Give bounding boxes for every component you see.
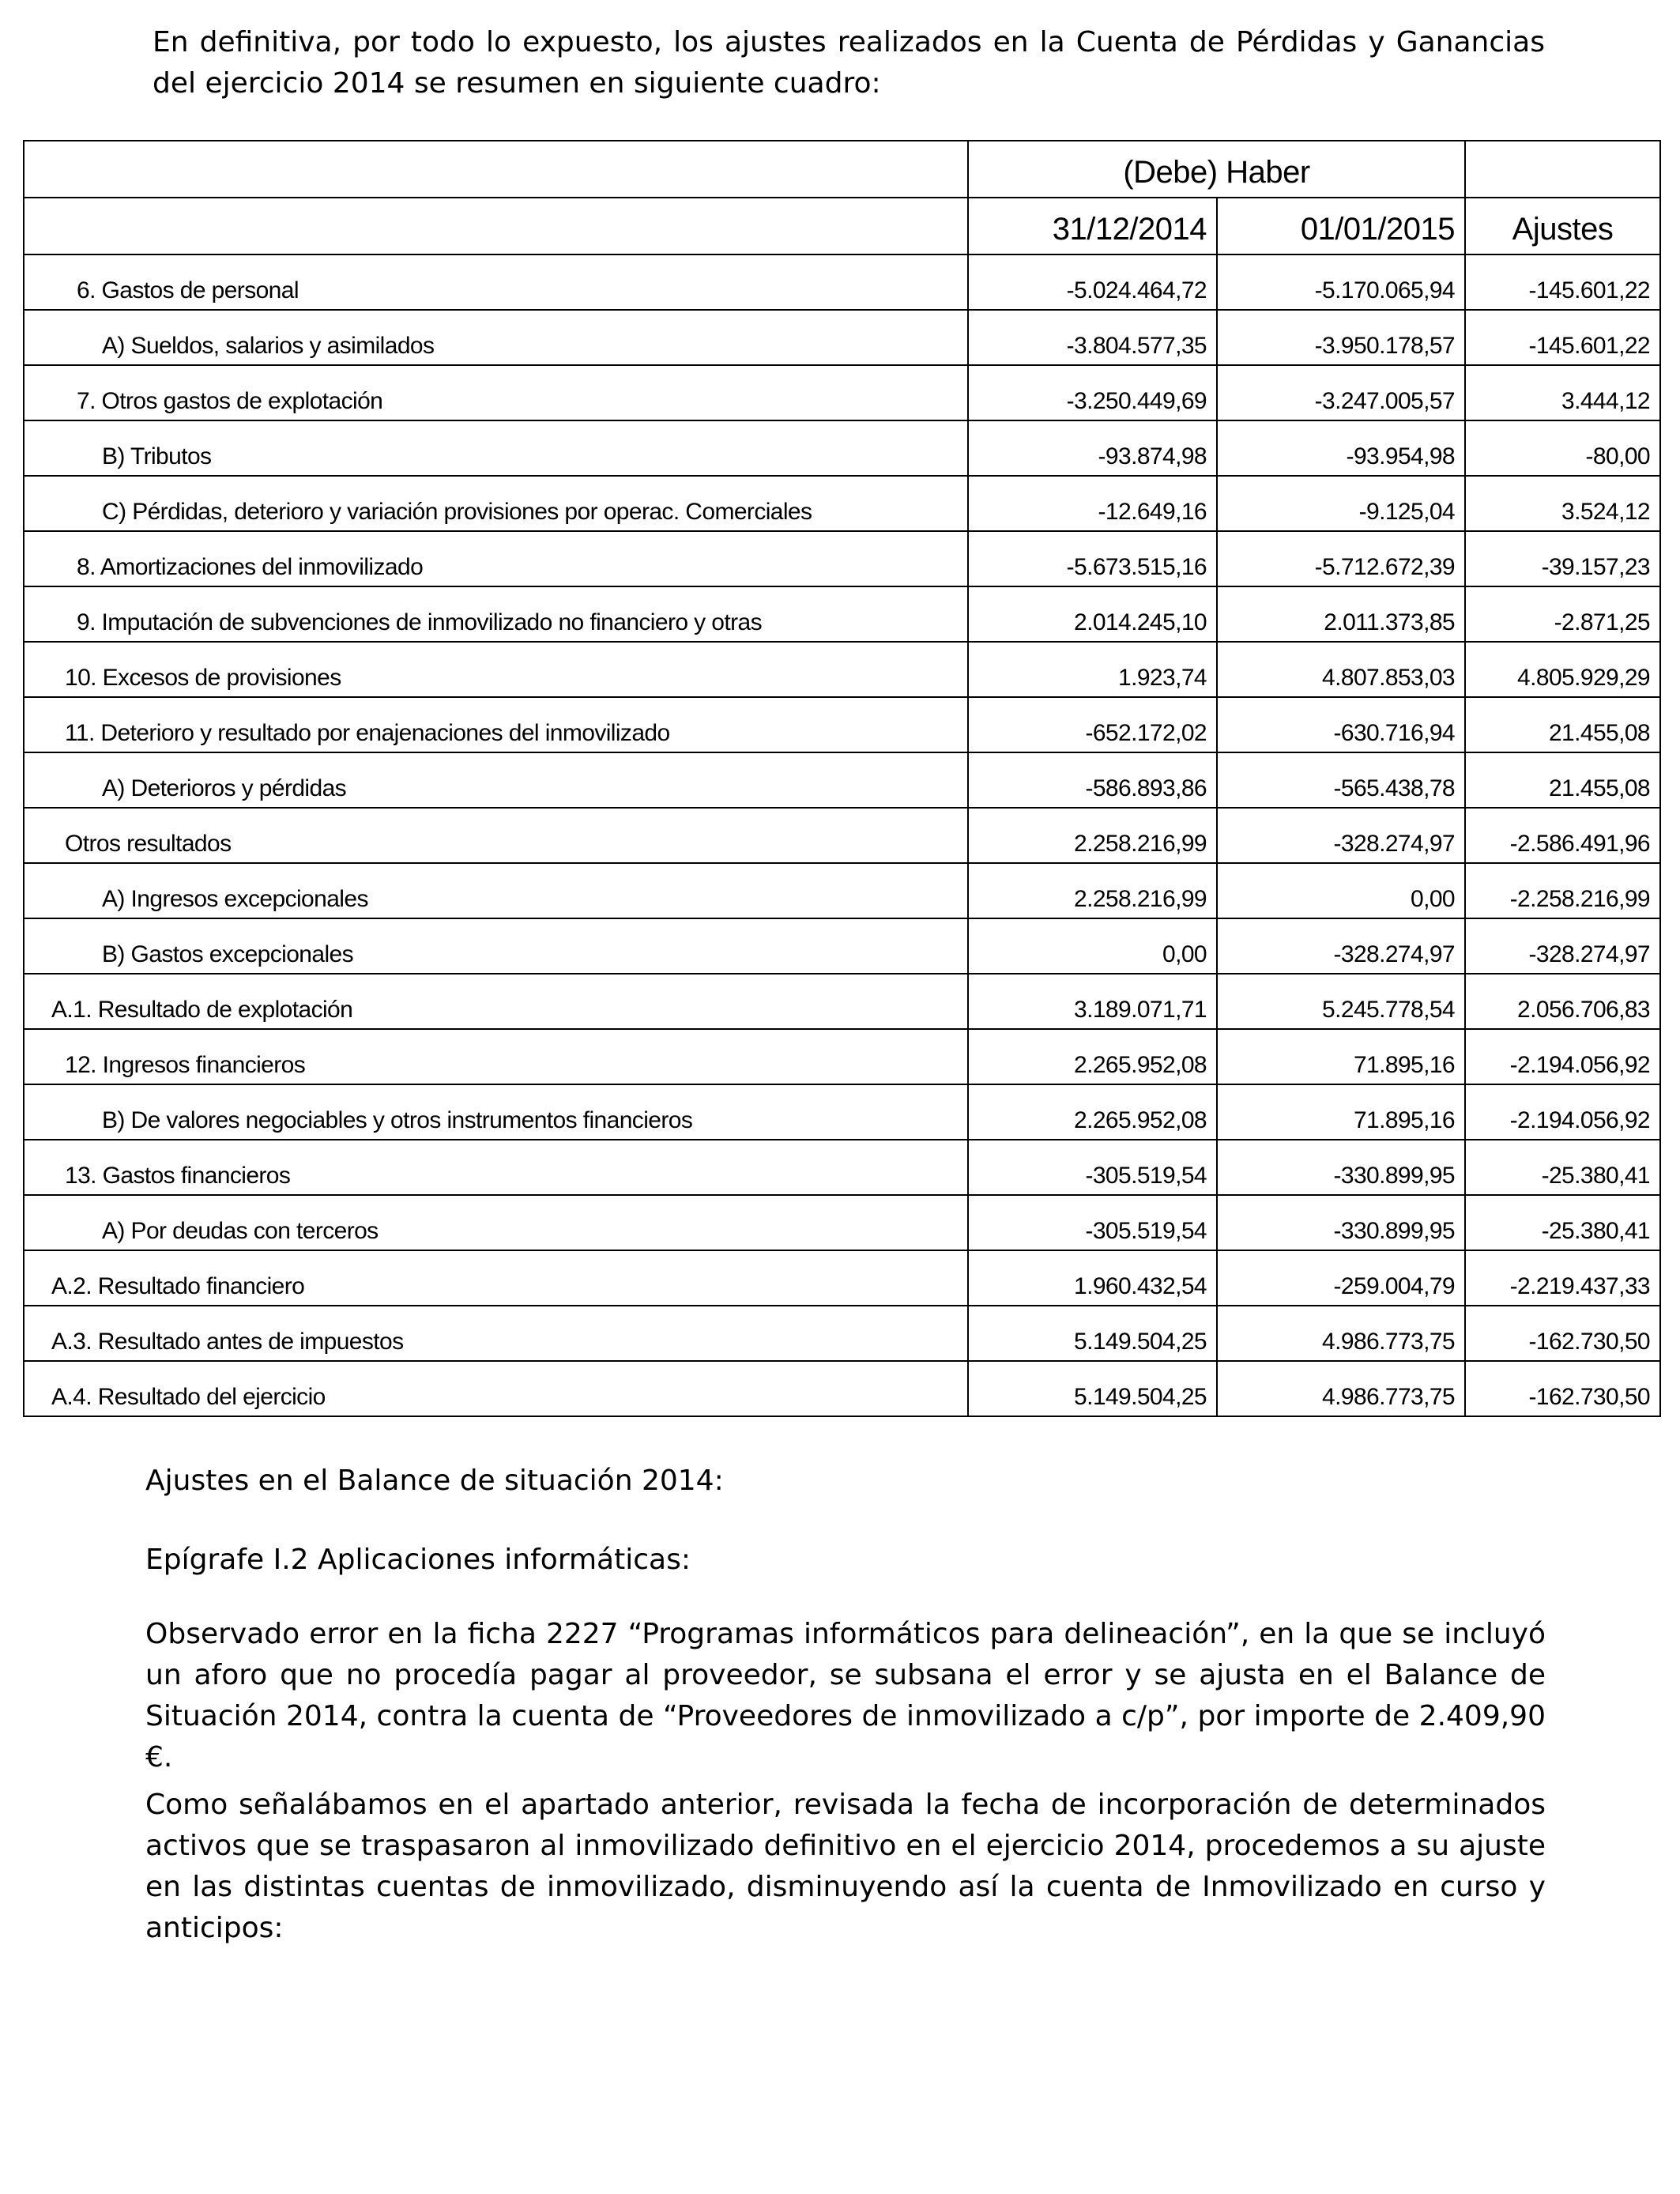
debe-haber-header: (Debe) Haber [968,141,1465,198]
table-row [24,476,1660,531]
row-label: Otros resultados [24,808,968,863]
row-label: A) Deterioros y pérdidas [24,752,968,808]
value-31-12-2014: 1.923,74 [968,642,1217,697]
row-label: 11. Deterioro y resultado por enajenaciones del inmovilizado [24,697,968,752]
row-label: 12. Ingresos financieros [24,1029,968,1084]
value-31-12-2014: -586.893,86 [968,752,1217,808]
row-label: A.3. Resultado antes de impuestos [24,1306,968,1361]
column-header-31-12-2014: 31/12/2014 [968,198,1217,254]
value-01-01-2015: -9.125,04 [1217,476,1465,531]
table-row [24,310,1660,365]
value-31-12-2014: -652.172,02 [968,697,1217,752]
row-label: A) Ingresos excepcionales [24,863,968,918]
value-ajustes: -25.380,41 [1465,1195,1660,1250]
row-label: B) Tributos [24,420,968,476]
table-row [24,1361,1660,1416]
value-31-12-2014: -5.024.464,72 [968,254,1217,310]
value-ajustes: 4.805.929,29 [1465,642,1660,697]
balance-section-title: Ajustes en el Balance de situación 2014: [145,1465,724,1497]
intro-paragraph: En definitiva, por todo lo expuesto, los ajustes realizados en la Cuenta de Pérdidas y Ganancias del ejercicio 2014 se resumen en siguiente cuadro: [153,26,1545,100]
row-label: 10. Excesos de provisiones [24,642,968,697]
row-label: A) Por deudas con terceros [24,1195,968,1250]
table-row [24,1306,1660,1361]
value-ajustes: -80,00 [1465,420,1660,476]
value-31-12-2014: 2.258.216,99 [968,808,1217,863]
value-01-01-2015: 4.986.773,75 [1217,1306,1465,1361]
row-label: B) Gastos excepcionales [24,918,968,974]
value-31-12-2014: 3.189.071,71 [968,974,1217,1029]
value-31-12-2014: -305.519,54 [968,1140,1217,1195]
table-row [24,1029,1660,1084]
value-ajustes: 21.455,08 [1465,752,1660,808]
table-row [24,752,1660,808]
table-row [24,974,1660,1029]
value-31-12-2014: 2.265.952,08 [968,1084,1217,1140]
row-label: B) De valores negociables y otros instrumentos financieros [24,1084,968,1140]
value-31-12-2014: -93.874,98 [968,420,1217,476]
table-group-header-row [24,141,1660,198]
table-row [24,1250,1660,1306]
value-01-01-2015: 4.986.773,75 [1217,1361,1465,1416]
row-label: A.2. Resultado financiero [24,1250,968,1306]
row-label: 8. Amortizaciones del inmovilizado [24,531,968,586]
row-label: A.4. Resultado del ejercicio [24,1361,968,1416]
table-row [24,1195,1660,1250]
table-row [24,642,1660,697]
value-ajustes: -162.730,50 [1465,1361,1660,1416]
value-ajustes: -39.157,23 [1465,531,1660,586]
value-01-01-2015: -630.716,94 [1217,697,1465,752]
value-31-12-2014: -3.250.449,69 [968,365,1217,420]
header-empty-cell [1465,141,1660,198]
value-ajustes: 21.455,08 [1465,697,1660,752]
value-01-01-2015: -3.247.005,57 [1217,365,1465,420]
value-01-01-2015: -565.438,78 [1217,752,1465,808]
value-31-12-2014: -3.804.577,35 [968,310,1217,365]
value-ajustes: -145.601,22 [1465,310,1660,365]
value-ajustes: -2.586.491,96 [1465,808,1660,863]
value-01-01-2015: 2.011.373,85 [1217,586,1465,642]
value-ajustes: 2.056.706,83 [1465,974,1660,1029]
table-row [24,365,1660,420]
value-01-01-2015: -330.899,95 [1217,1195,1465,1250]
row-label: A.1. Resultado de explotación [24,974,968,1029]
table-row [24,697,1660,752]
adjustment-paragraph: Como señalábamos en el apartado anterior, revisada la fecha de incorporación de determinados activos que se traspasaron al inmovilizado definitivo en el ejercicio 2014, procedemos a su ajuste en las distintas cuentas de inmovilizado, disminuyendo así la cuenta de Inmovilizado en curso y anticipos: [145,1789,1546,1944]
row-label: 9. Imputación de subvenciones de inmovilizado no financiero y otras [24,586,968,642]
value-ajustes: -328.274,97 [1465,918,1660,974]
column-header-01-01-2015: 01/01/2015 [1217,198,1465,254]
value-31-12-2014: -305.519,54 [968,1195,1217,1250]
row-label: 6. Gastos de personal [24,254,968,310]
value-01-01-2015: 71.895,16 [1217,1084,1465,1140]
value-01-01-2015: -5.712.672,39 [1217,531,1465,586]
table-row [24,918,1660,974]
value-31-12-2014: 1.960.432,54 [968,1250,1217,1306]
value-31-12-2014: 5.149.504,25 [968,1361,1217,1416]
value-31-12-2014: 2.265.952,08 [968,1029,1217,1084]
value-01-01-2015: -3.950.178,57 [1217,310,1465,365]
value-01-01-2015: -328.274,97 [1217,918,1465,974]
table-row [24,1140,1660,1195]
table-row [24,586,1660,642]
row-label: A) Sueldos, salarios y asimilados [24,310,968,365]
value-ajustes: -145.601,22 [1465,254,1660,310]
value-31-12-2014: 0,00 [968,918,1217,974]
row-label: 13. Gastos financieros [24,1140,968,1195]
table-row [24,420,1660,476]
row-label: 7. Otros gastos de explotación [24,365,968,420]
value-01-01-2015: 4.807.853,03 [1217,642,1465,697]
profit-loss-adjustments-table [23,140,1661,1417]
table-row [24,863,1660,918]
row-label: C) Pérdidas, deterioro y variación provisiones por operac. Comerciales [24,476,968,531]
value-ajustes: -2.194.056,92 [1465,1084,1660,1140]
value-31-12-2014: 5.149.504,25 [968,1306,1217,1361]
value-ajustes: 3.524,12 [1465,476,1660,531]
value-01-01-2015: 71.895,16 [1217,1029,1465,1084]
value-31-12-2014: 2.014.245,10 [968,586,1217,642]
table-column-header-row [24,198,1660,254]
value-ajustes: -2.871,25 [1465,586,1660,642]
value-31-12-2014: -12.649,16 [968,476,1217,531]
table-row [24,808,1660,863]
value-01-01-2015: 5.245.778,54 [1217,974,1465,1029]
value-ajustes: -2.258.216,99 [1465,863,1660,918]
value-01-01-2015: -330.899,95 [1217,1140,1465,1195]
value-31-12-2014: -5.673.515,16 [968,531,1217,586]
value-ajustes: 3.444,12 [1465,365,1660,420]
epigrafe-heading: Epígrafe I.2 Aplicaciones informáticas: [145,1544,691,1576]
column-header-ajustes: Ajustes [1465,198,1660,254]
header-empty-cell [24,198,968,254]
header-empty-cell [24,141,968,198]
value-ajustes: -25.380,41 [1465,1140,1660,1195]
value-01-01-2015: -259.004,79 [1217,1250,1465,1306]
value-01-01-2015: -93.954,98 [1217,420,1465,476]
value-01-01-2015: -5.170.065,94 [1217,254,1465,310]
value-ajustes: -2.219.437,33 [1465,1250,1660,1306]
observation-paragraph: Observado error en la ficha 2227 “Programas informáticos para delineación”, en la que se incluyó un aforo que no procedía pagar al proveedor, se subsana el error y se ajusta en el Balance de Situación 2014, contra la cuenta de “Proveedores de inmovilizado a c/p”, por importe de 2.409,90 €. [145,1618,1546,1774]
value-31-12-2014: 2.258.216,99 [968,863,1217,918]
value-01-01-2015: -328.274,97 [1217,808,1465,863]
table-row [24,254,1660,310]
table-row [24,531,1660,586]
value-ajustes: -2.194.056,92 [1465,1029,1660,1084]
table-row [24,1084,1660,1140]
value-ajustes: -162.730,50 [1465,1306,1660,1361]
value-01-01-2015: 0,00 [1217,863,1465,918]
